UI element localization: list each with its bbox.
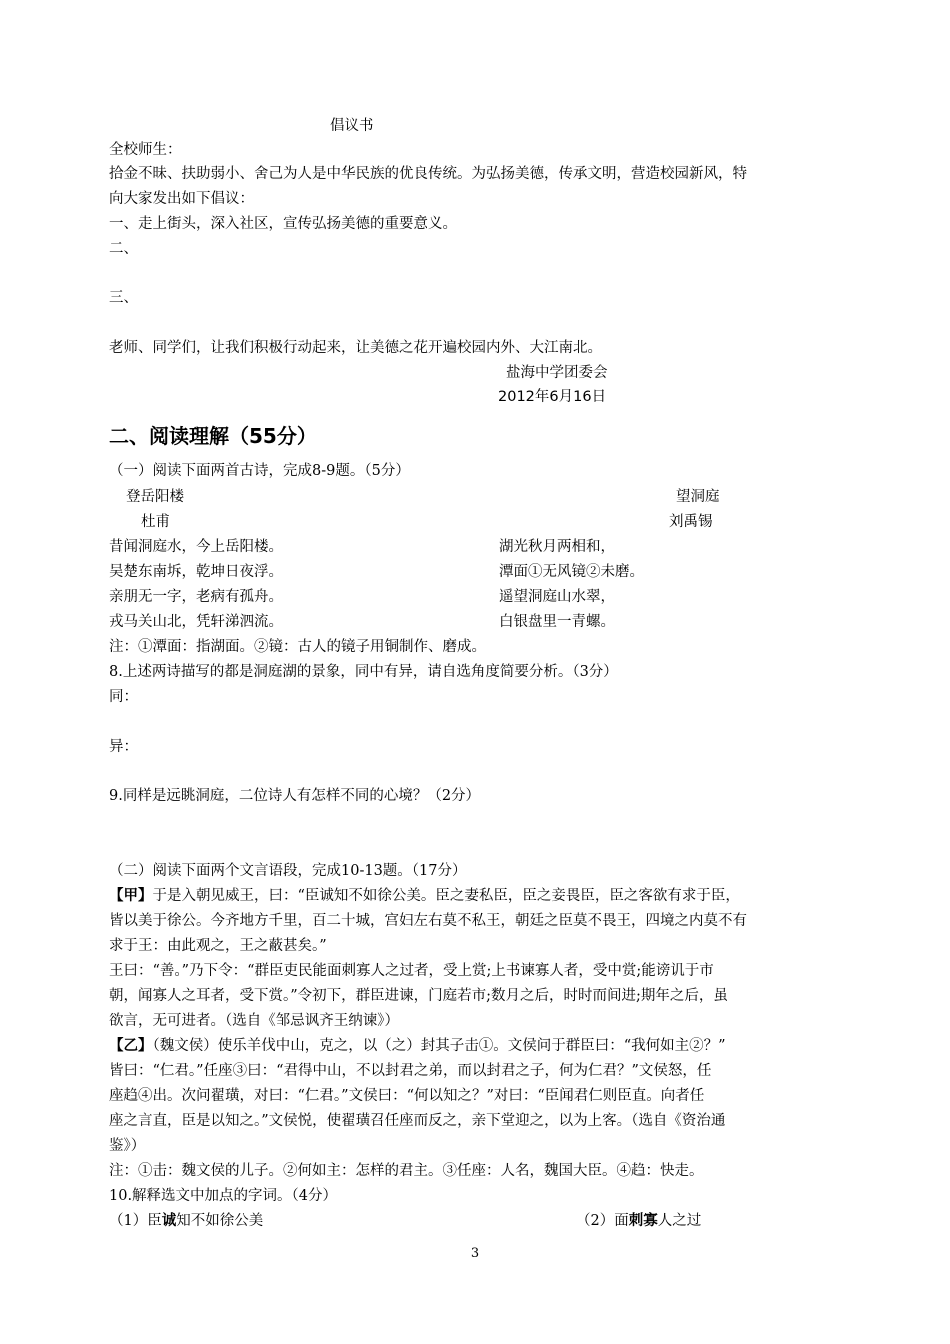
letter-closing: 老师、同学们，让我们积极行动起来，让美德之花开遍校园内外、大江南北。 [109, 340, 602, 356]
part1-instruction: （一）阅读下面两首古诗，完成8-9题。（5分） [109, 463, 410, 479]
question-8-same: 同： [109, 689, 138, 705]
passage-yi-line: 鉴》） [109, 1138, 146, 1154]
poem1-line: 戎马关山北，凭轩涕泗流。 [109, 614, 283, 630]
passage-jia-line [109, 886, 740, 906]
poem1-title: 登岳阳楼 [126, 489, 184, 505]
letter-item-1: 一、走上街头，深入社区，宣传弘扬美德的重要意义。 [109, 216, 457, 232]
letter-intro-line1: 拾金不昧、扶助弱小、舍己为人是中华民族的优良传统。为弘扬美德，传承文明，营造校园新风，特 [109, 166, 747, 182]
passage-jia-marker: 【甲】 [109, 887, 153, 904]
poem2-line: 白银盘里一青螺。 [499, 614, 615, 630]
passage-yi-line: 皆曰：“仁君。”任座③曰：“君得中山，不以封君之弟，而以封君之子，何为仁君？”文侯怒，任 [109, 1063, 712, 1079]
poem2-line: 湖光秋月两相和， [499, 539, 615, 555]
poem1-line: 亲朋无一字，老病有孤舟。 [109, 589, 283, 605]
passage-yi-text: （魏文侯）使乐羊伐中山，克之，以（之）封其子击①。文侯问于群臣曰：“我何如主②？” [152, 1038, 726, 1054]
letter-date: 2012年6月16日 [498, 389, 607, 405]
question-9: 9.同样是远眺洞庭，二位诗人有怎样不同的心境？（2分） [109, 788, 481, 804]
letter-signature: 盐海中学团委会 [506, 365, 608, 381]
passage-yi-marker: 【乙】 [109, 1037, 153, 1054]
passage-yi-line: 座之言直，臣是以知之。”文侯悦，使翟璜召任座而反之，亲下堂迎之，以为上客。（选自《资治通 [109, 1113, 726, 1129]
q10-2-prefix: （2）面 [576, 1213, 629, 1229]
page-number: 3 [470, 1246, 480, 1261]
q10-1-prefix: （1）臣 [109, 1213, 162, 1229]
q10-2-suffix: 人之过 [657, 1213, 702, 1229]
passage-note: 注：①击：魏文侯的儿子。②何如主：怎样的君主。③任座：人名，魏国大臣。④趋：快走。 [109, 1163, 704, 1179]
question-8-diff: 异： [109, 739, 138, 755]
question-10-item-2 [576, 1211, 701, 1231]
letter-intro-line2: 向大家发出如下倡议： [109, 191, 254, 207]
passage-yi-line [109, 1036, 726, 1056]
poem2-line: 遥望洞庭山水翠， [499, 589, 615, 605]
passage-jia-text: 于是入朝见威王，曰：“臣诚知不如徐公美。臣之妻私臣，臣之妾畏臣，臣之客欲有求于臣， [152, 888, 740, 904]
passage-jia-line: 欲言，无可进者。（选自《邹忌讽齐王纳谏》） [109, 1013, 399, 1029]
poem1-line: 昔闻洞庭水，今上岳阳楼。 [109, 539, 283, 555]
passage-jia-line: 王曰：“善。”乃下令：“群臣吏民能面刺寡人之过者，受上赏;上书谏寡人者，受中赏;能谤讥于市 [109, 963, 714, 979]
letter-item-2: 二、 [109, 241, 138, 257]
q10-2-keyword: 刺寡 [628, 1212, 658, 1229]
part2-instruction: （二）阅读下面两个文言语段，完成10-13题。（17分） [109, 863, 467, 879]
section-heading: 二、阅读理解（55分） [109, 424, 317, 448]
letter-item-3: 三、 [109, 290, 138, 306]
poem1-author: 杜甫 [141, 514, 170, 530]
question-10-item-1 [109, 1211, 263, 1231]
question-8: 8.上述两诗描写的都是洞庭湖的景象，同中有异，请自选角度简要分析。（3分） [109, 664, 618, 680]
poem-note: 注：①潭面：指湖面。②镜：古人的镜子用铜制作、磨成。 [109, 639, 486, 655]
letter-title: 倡议书 [330, 118, 374, 134]
letter-salutation: 全校师生： [109, 142, 182, 158]
passage-jia-line: 皆以美于徐公。今齐地方千里，百二十城，宫妇左右莫不私王，朝廷之臣莫不畏王，四境之内莫不有 [109, 913, 747, 929]
passage-jia-line: 求于王：由此观之，王之蔽甚矣。” [109, 938, 327, 954]
poem2-line: 潭面①无风镜②未磨。 [499, 564, 644, 580]
q10-1-suffix: 知不如徐公美 [176, 1213, 264, 1229]
passage-yi-line: 座趋④出。次问翟璜，对曰：“仁君。”文侯曰：“何以知之？”对曰：“臣闻君仁则臣直。向者任 [109, 1088, 705, 1104]
poem2-title: 望洞庭 [676, 489, 720, 505]
question-10: 10.解释选文中加点的字词。（4分） [109, 1188, 338, 1204]
poem1-line: 吴楚东南坼，乾坤日夜浮。 [109, 564, 283, 580]
passage-jia-line: 朝，闻寡人之耳者，受下赏。”令初下，群臣进谏，门庭若市;数月之后，时时而间进;期年之后，虽 [109, 988, 728, 1004]
poem2-author: 刘禹锡 [669, 514, 713, 530]
q10-1-keyword: 诚 [161, 1212, 177, 1229]
